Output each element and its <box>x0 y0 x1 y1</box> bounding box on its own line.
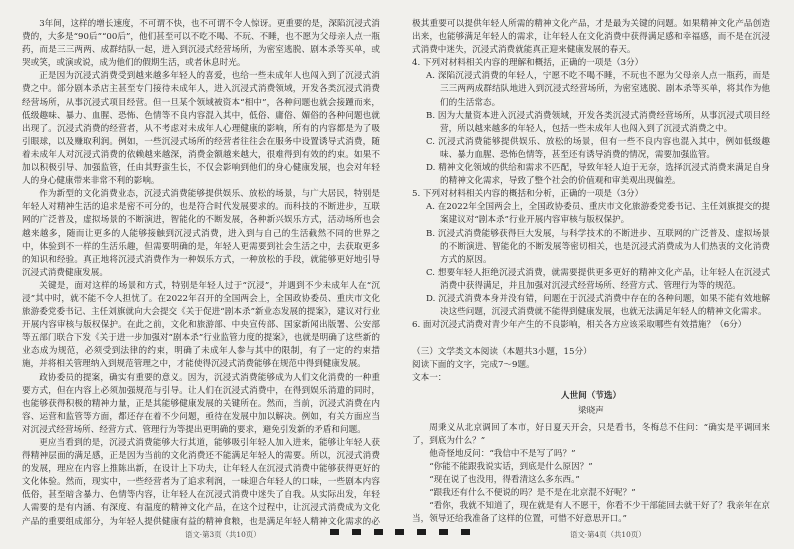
question-4-option-c: C. 沉浸式消费能够提供娱乐、放松的场景，但有一些不良内容也混入其中，例如低级趣味、暴力血腥、恐怖色情等，甚至还有诱导消费的情况，需要加强监管。 <box>426 136 770 160</box>
story-paragraph: 他奇怪地反问：“我信中不是写了吗？” <box>429 448 576 459</box>
story-paragraph: “你能不能跟我说实话，到底是什么原因？” <box>429 462 593 472</box>
paragraph: 3年间，这样的增长速度，不可谓不快，也不可谓不令人惊讶。更重要的是，深陷沉浸式消费的，大多是“90后”“00后”，他们甚至可以不吃不喝、不玩、不睡，也不愿为父母亲人点一瓶药，而是三三两两、成群结队一起，进入到沉浸式经营场所，为密室逃脱、剧本杀等买单，或哭或笑，或演或说，成为他们的假期生活，或者休息时光。 <box>22 19 380 69</box>
story-paragraph: “现在说了也没用，得看清这么多东西。” <box>429 475 580 486</box>
page-footer-left: 语文·第3页（共10页） <box>185 530 261 539</box>
intro-paragraph: 极其重要可以提供年轻人所需的精神文化产品，才是最为关键的问题。如果精神文化产品创造出来，也能够满足年轻人的需求，让年轻人在文化消费中获得满足感和幸福感，而不是在沉浸式消费中迷失，沉浸式消费就能真正迎来健康发展的春天。 <box>412 19 770 56</box>
left-column <box>22 18 380 526</box>
paragraph: 更应当看到的是，沉浸式消费能够大行其道，能够吸引年轻人加入进来，能够让年轻人获得精神层面的满足感，正是因为当前的文化消费还不能满足年轻人的需要。所以，沉浸式消费的发展，理应在内容上推陈出新，在设计上下功夫，让年轻人在沉浸式消费中能够获得更好的文化体验。然而，现实中，一些经营者为了追求利润，一味迎合年轻人的口味，一些剧本内容低俗，甚至暗含暴力、色情等内容，让年轻人在沉浸式消费中迷失了自我。从实际出发，年轻人需要的是有内涵、有深度、有温度的精神文化产品，在这个过程中，让沉浸式消费成为文化产品的重要组成部分，为年轻人提供健康有益的精神食粮，也是满足年轻人精神文化需求的必 <box>22 438 380 526</box>
question-6: 6. 面对沉浸式消费对青少年产生的不良影响，相关各方应该采取哪些有效措施？（6分） <box>412 320 747 331</box>
registration-mark <box>461 529 470 535</box>
registration-mark <box>352 529 361 535</box>
section-3-instruction: 阅读下面的文字，完成7～9题。 <box>412 360 535 371</box>
question-5-stem: 5. 下列对材料相关内容的概括和分析，正确的一项是（3分） <box>412 189 644 200</box>
question-4-stem: 4. 下列对材料相关内容的理解和概括，正确的一项是（3分） <box>412 58 644 69</box>
registration-mark <box>395 529 404 535</box>
story-paragraph: 周秉义从北京调回了本市，好日夏天开会，只是看书，冬梅总不住问：“确实是平调回来了，到底为什么？” <box>412 422 770 446</box>
right-column <box>412 18 770 526</box>
paragraph: 正是因为沉浸式消费受到越来越多年轻人的喜爱，也给一些未成年人也闯入到了沉浸式消费之中。部分剧本杀店主甚至专门接待未成年人，进入沉浸式消费领域，开发各类沉浸式消费经营场所，从事沉浸式项目经营。但一旦某个领域被资本“相中”，各种问题也就会接踵而来，低级趣味、暴力、血腥、恐怖、色情等不良内容混入其中，低俗、庸俗、媚俗的各种问题也就出现了。沉浸式消费的经营者，从不考虑对未成年人心理健康的影响，所有的内容都是为了吸引眼球，以及赚取利润。例如，一些沉浸式场所的经营者往往会在服务中设置诱导式消费，随着未成年人对沉浸式消费的依赖越来越深，消费金额越来越大，很难得到有效的约束。如果不加以积极引导、加强监管，任由其野蛮生长，不仅会影响到他们的身心健康发展，也会对年轻人的身心健康带来非常不利的影响。 <box>22 71 380 187</box>
question-5-option-c: C. 想要年轻人拒绝沉浸式消费，就需要提供更多更好的精神文化产品，让年轻人在沉浸式消费中获得满足，并且加强对沉浸式经营场所、经营方式、管理行为等的规范。 <box>426 267 770 291</box>
story-author: 梁晓声 <box>578 405 604 416</box>
registration-mark <box>439 529 448 535</box>
text-label: 文本一： <box>412 373 447 384</box>
page-footer-right: 语文·第4页（共10页） <box>570 530 646 539</box>
registration-mark <box>417 529 426 535</box>
registration-mark <box>330 529 339 535</box>
question-5-option-b: B. 沉浸式消费能够获得巨大发展，与科学技术的不断进步、互联网的广泛普及、虚拟场景的不断演进、智能化的不断发展等密切相关，也是沉浸式消费成为人们热衷的文化消费方式的原因。 <box>426 228 770 265</box>
paragraph: 政协委员的提案，确实有重要的意义。因为，沉浸式消费能够成为人们文化消费的一种重要方式，但在内容上必须加强规范与引导。让人们在沉浸式消费中，在得到娱乐消遣的同时，也能够获得积极的精神力量，正是其能够健康发展的关键所在。然而，当前，沉浸式消费在内容、运营和监管等方面，都还存在着不少问题，亟待在发展中加以解决。例如，有关方面应当对沉浸式经营场所、经营方式、管理行为等提出更明确的要求，避免引发新的矛盾和问题。 <box>22 372 380 435</box>
story-title: 人世间（节选） <box>560 390 622 401</box>
question-4-option-a: A. 深陷沉浸式消费的年轻人，宁愿不吃不喝不睡，不玩也不愿为父母亲人点一瓶药，而是三三两两成群结队地进入到沉浸式经营场所，为密室逃脱、剧本杀等买单，将其作为他们的生活常态。 <box>426 71 770 108</box>
question-5-option-d: D. 沉浸式消费本身并没有错，问题在于沉浸式消费中存在的各种问题，如果不能有效地解决这些问题，沉浸式消费就不能得到健康发展，也就无法满足年轻人的精神文化需求。 <box>426 293 770 318</box>
section-3-heading: （三）文学类文本阅读（本题共3小题，15分） <box>412 347 592 358</box>
story-paragraph: “跟我还有什么不便说的吗？是不是在北京混不好呢？” <box>429 488 636 499</box>
paragraph: 作为新型的文化消费业态，沉浸式消费能够提供娱乐、放松的场景，与广大居民，特别是年轻人对精神生活的追求是密不可分的，也是符合时代发展要求的。而科技的不断进步，互联网的广泛普及，虚拟场景的不断演进，智能化的不断发展，各种新兴娱乐方式，活动场所也会越来越多，随而让更多的人能够接触到沉浸式消费，进入到与自己的生活截然不同的世界之中，体验到不一样的生活乐趣，但需要明确的是，年轻人更需要到社会生活之中，去获取更多的知识和经验。真正地将沉浸式消费作为一种娱乐方式，一种放松的手段，就能够更好地引导沉浸式消费健康发展。 <box>22 189 380 278</box>
registration-mark <box>374 529 383 535</box>
story-paragraph: “看你，我就不知道了，现在就是有人不愿干，你看不少干部能回去就干好了？我亲年在京当，领导还给我准备了这样的位置，可惜不好意思开口。” <box>412 501 770 525</box>
registration-marks <box>330 526 470 538</box>
question-5-option-a: A. 在2022年全国两会上，全国政协委员、重庆市文化旅游委党委书记、主任刘旗提交的提案建议对“剧本杀”行业开展内容审核与版权保护。 <box>426 202 770 226</box>
question-4-option-d: D. 精神文化领域的供给和需求不匹配，导致年轻人迫于无奈，选择沉浸式消费来满足自身的精神文化需求，导致了整个社会的价值观和审美观出现偏差。 <box>426 163 770 187</box>
question-4-option-b: B. 因为大量资本进入沉浸式消费领域，开发各类沉浸式消费经营场所，从事沉浸式项目经营，所以越来越多的年轻人，包括一些未成年人也闯入到了沉浸式消费之中。 <box>426 110 770 134</box>
paragraph: 关键是，面对这样的场景和方式，特别是年轻人过于“沉浸”，并遇到不少未成年人在“沉浸”其中时，就不能不令人担忧了。在2022年召开的全国两会上，全国政协委员、重庆市文化旅游委党委书记、主任刘旗就向大会提交《关于促进“剧本杀”新业态发展的提案》，建议对行业开展内容审核与版权保护。在此之前，文化和旅游部、中央宣传部、国家新闻出版署、公安部等五部门联合下发《关于进一步加强对“剧本杀”行业监管力度的提案》，也就是明确了这些新的业态成为规范，必须受到法律的约束，明确了未成年人参与其中的限制，有了一定的约束措施，并将相关管理纳入到规范管理之中，才能使得沉浸式消费能够在规范中得到健康发展。 <box>22 280 380 370</box>
